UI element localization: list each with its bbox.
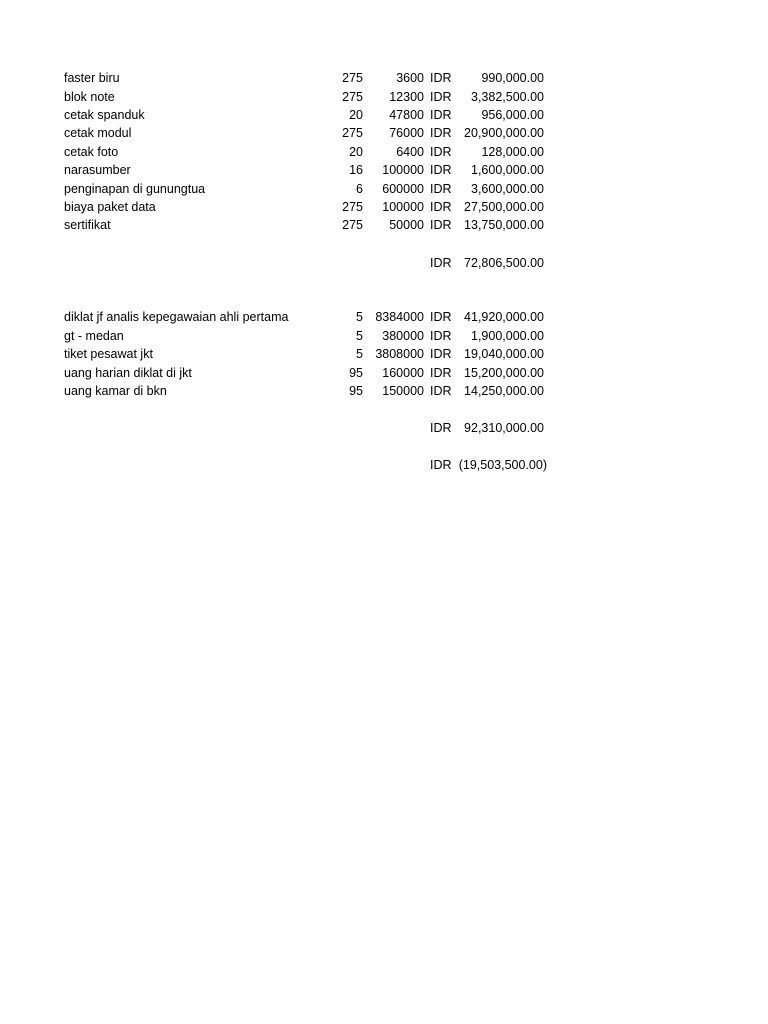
item-description: blok note: [64, 90, 115, 104]
item-description: cetak foto: [64, 145, 119, 159]
section1-total-row: [0, 254, 768, 272]
item-quantity: 20: [349, 108, 363, 122]
item-amount: 41,920,000.00: [464, 310, 544, 324]
item-quantity: 5: [356, 347, 363, 361]
item-amount: 3,382,500.00: [471, 90, 544, 104]
item-quantity: 275: [342, 218, 363, 232]
item-description: biaya paket data: [64, 200, 156, 214]
item-quantity: 275: [342, 200, 363, 214]
item-quantity: 5: [356, 329, 363, 343]
item-unit-price: 100000: [382, 200, 424, 214]
item-description: narasumber: [64, 163, 131, 177]
item-unit-price: 8384000: [375, 310, 424, 324]
item-currency: IDR: [430, 126, 452, 140]
item-amount: 20,900,000.00: [464, 126, 544, 140]
item-amount: 128,000.00: [481, 145, 544, 159]
item-currency: IDR: [430, 366, 452, 380]
item-unit-price: 150000: [382, 384, 424, 398]
table-row: [0, 345, 768, 363]
item-unit-price: 380000: [382, 329, 424, 343]
item-currency: IDR: [430, 200, 452, 214]
item-amount: 1,900,000.00: [471, 329, 544, 343]
item-amount: 3,600,000.00: [471, 182, 544, 196]
item-description: diklat jf analis kepegawaian ahli pertama: [64, 310, 289, 324]
table-row: [0, 382, 768, 400]
item-unit-price: 600000: [382, 182, 424, 196]
item-currency: IDR: [430, 182, 452, 196]
table-row: [0, 124, 768, 142]
item-quantity: 275: [342, 90, 363, 104]
item-description: sertifikat: [64, 218, 111, 232]
item-currency: IDR: [430, 108, 452, 122]
item-quantity: 95: [349, 384, 363, 398]
item-quantity: 5: [356, 310, 363, 324]
table-row: [0, 364, 768, 382]
table-row: [0, 106, 768, 124]
item-amount: 13,750,000.00: [464, 218, 544, 232]
item-quantity: 95: [349, 366, 363, 380]
total-currency: IDR: [430, 256, 452, 270]
item-quantity: 275: [342, 71, 363, 85]
item-unit-price: 50000: [389, 218, 424, 232]
difference-currency: IDR: [430, 458, 452, 472]
item-description: uang kamar di bkn: [64, 384, 167, 398]
item-currency: IDR: [430, 163, 452, 177]
item-unit-price: 76000: [389, 126, 424, 140]
table-row: [0, 69, 768, 87]
item-currency: IDR: [430, 71, 452, 85]
item-currency: IDR: [430, 218, 452, 232]
item-unit-price: 160000: [382, 366, 424, 380]
item-unit-price: 3600: [396, 71, 424, 85]
item-unit-price: 12300: [389, 90, 424, 104]
item-unit-price: 47800: [389, 108, 424, 122]
item-quantity: 6: [356, 182, 363, 196]
item-quantity: 16: [349, 163, 363, 177]
table-row: [0, 180, 768, 198]
difference-row: [0, 456, 768, 474]
difference-amount: (19,503,500.00): [458, 458, 547, 472]
table-row: [0, 198, 768, 216]
item-quantity: 275: [342, 126, 363, 140]
table-row: [0, 308, 768, 326]
table-row: [0, 88, 768, 106]
item-description: cetak spanduk: [64, 108, 145, 122]
item-description: faster biru: [64, 71, 120, 85]
item-quantity: 20: [349, 145, 363, 159]
section2-total-amount: 92,310,000.00: [464, 421, 544, 435]
item-currency: IDR: [430, 347, 452, 361]
item-currency: IDR: [430, 329, 452, 343]
item-amount: 990,000.00: [481, 71, 544, 85]
table-row: [0, 161, 768, 179]
item-amount: 14,250,000.00: [464, 384, 544, 398]
section2-total-row: [0, 419, 768, 437]
item-amount: 27,500,000.00: [464, 200, 544, 214]
table-row: [0, 327, 768, 345]
item-amount: 956,000.00: [481, 108, 544, 122]
table-row: [0, 216, 768, 234]
item-unit-price: 100000: [382, 163, 424, 177]
item-description: tiket pesawat jkt: [64, 347, 153, 361]
item-amount: 15,200,000.00: [464, 366, 544, 380]
item-description: uang harian diklat di jkt: [64, 366, 192, 380]
total-currency: IDR: [430, 421, 452, 435]
section1-total-amount: 72,806,500.00: [464, 256, 544, 270]
item-description: cetak modul: [64, 126, 132, 140]
item-amount: 1,600,000.00: [471, 163, 544, 177]
item-description: penginapan di gunungtua: [64, 182, 206, 196]
item-description: gt - medan: [64, 329, 124, 343]
table-row: [0, 143, 768, 161]
item-unit-price: 3808000: [375, 347, 424, 361]
item-currency: IDR: [430, 90, 452, 104]
item-amount: 19,040,000.00: [464, 347, 544, 361]
item-unit-price: 6400: [396, 145, 424, 159]
item-currency: IDR: [430, 310, 452, 324]
item-currency: IDR: [430, 384, 452, 398]
item-currency: IDR: [430, 145, 452, 159]
